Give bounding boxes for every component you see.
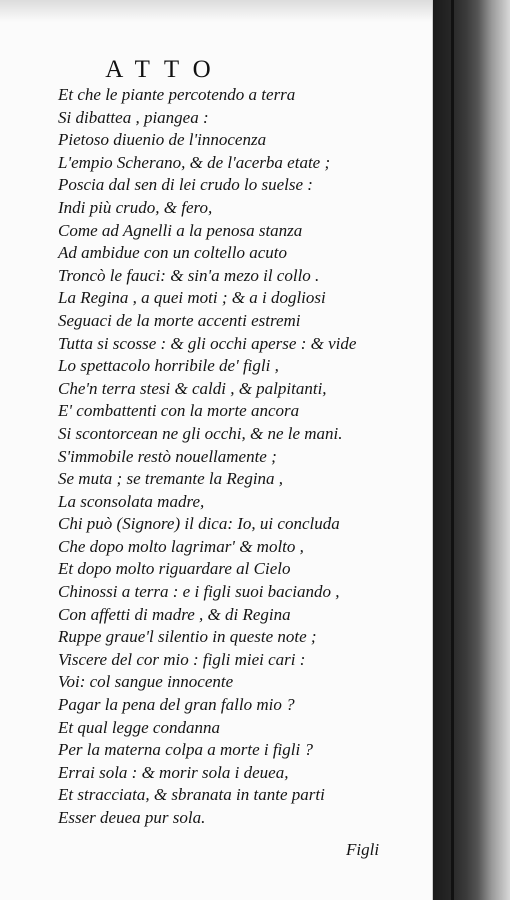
verse-line: Voi: col sangue innocente [58,672,234,692]
verse-line: E' combattenti con la morte ancora [58,401,300,421]
verse-line: Et dopo molto riguardare al Cielo [58,559,291,579]
verse-line: Errai sola : & morir sola i deuea, [58,762,289,782]
verse-line: Lo spettacolo horribile de' figli , [58,356,279,376]
verse-line: Pietoso diuenio de l'innocenza [58,130,267,150]
verse-line: L'empio Scherano, & de l'acerba etate ; [58,152,331,172]
verse-line: Esser deuea pur sola. [58,808,206,827]
binding-edge [451,0,454,900]
verse-line: Con affetti di madre , & di Regina [58,604,291,624]
verse-line: Ruppe graue'l silentio in queste note ; [58,627,317,647]
verse-line: Come ad Agnelli a la penosa stanza [58,220,303,240]
verse-lines [58,84,418,830]
verse-line: Poscia dal sen di lei crudo lo suelse : [58,175,313,195]
verse-line: Ad ambidue con un coltello acuto [58,243,287,263]
verse-line: Chi può (Signore) il dica: Io, ui concluda [58,514,340,534]
verse-line: Seguaci de la morte accenti estremi [58,310,301,330]
verse-line: Che'n terra stesi & caldi , & palpitanti, [58,378,327,398]
verse-line: La sconsolata madre, [58,491,205,511]
verse-line: Chinossi a terra : e i figli suoi baciando , [58,582,340,602]
verse-line: Che dopo molto lagrimar' & molto , [58,536,304,556]
verse-line: Si scontorcean ne gli occhi, & ne le mani. [58,423,343,443]
verse-line: Et qual legge condanna [58,717,220,737]
page-heading: ATTO [105,56,225,83]
verse-line: Et stracciata, & sbranata in tante parti [58,785,325,805]
page-top-shading [0,0,432,22]
verse-line: Per la materna colpa a morte i figli ? [58,740,313,760]
verse-line: S'immobile restò nouellamente ; [58,446,277,466]
verse-line: Tutta si scosse : & gli occhi aperse : & vide [58,333,357,353]
verse-line: Pagar la pena del gran fallo mio ? [58,695,295,715]
verse-line: Et che le piante percotendo a terra [58,85,296,104]
catchword: Figli [346,840,380,859]
verse-line: Indi più crudo, & fero, [58,197,213,217]
verse-line: Viscere del cor mio : figli miei cari : [58,649,306,669]
verse-line: Troncò le fauci: & sin'a mezo il collo . [58,265,320,285]
facing-page-shadow [432,0,510,900]
verse-line: Se muta ; se tremante la Regina , [58,469,284,489]
verse-line: Si dibattea , piangea : [58,107,209,127]
verse-line: La Regina , a quei moti ; & a i dogliosi [58,288,326,308]
